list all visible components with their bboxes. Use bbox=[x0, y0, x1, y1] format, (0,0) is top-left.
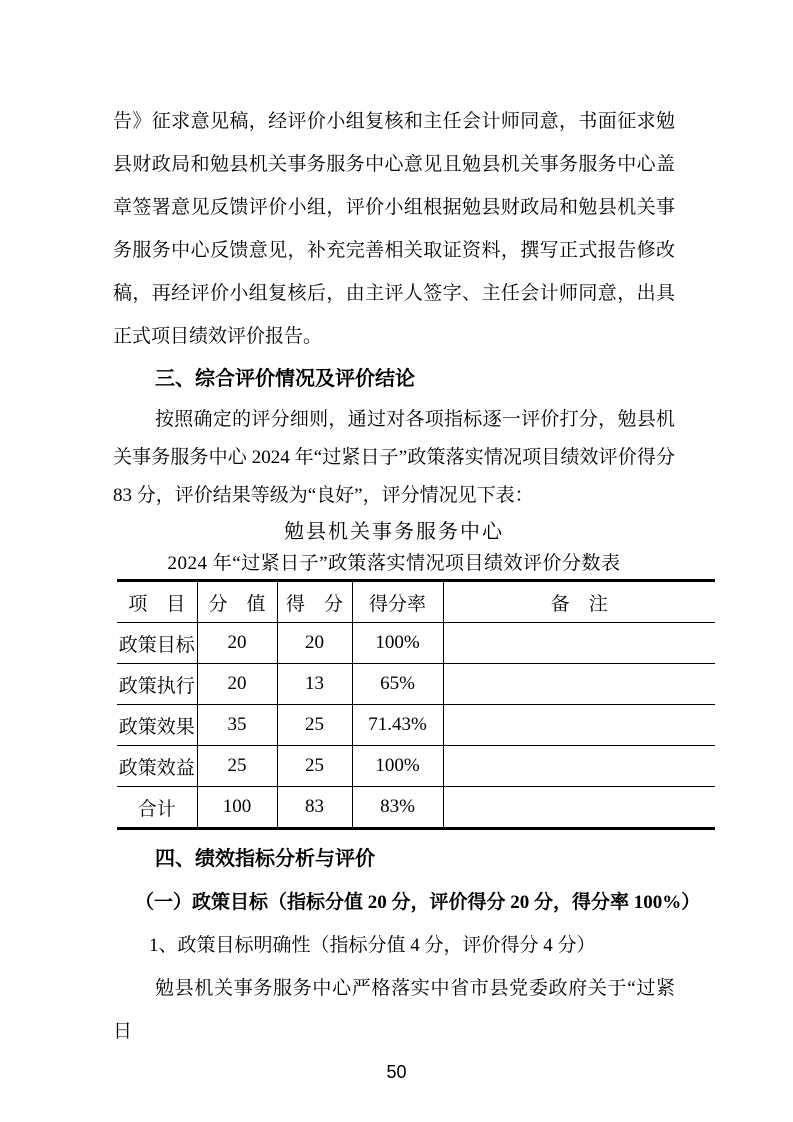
score-table-title-org: 勉县机关事务服务中心 bbox=[284, 521, 504, 543]
column-header-score: 得 分 bbox=[277, 581, 352, 623]
cell-rate: 100% bbox=[352, 623, 443, 664]
table-row bbox=[117, 746, 715, 787]
score-table-header-row bbox=[117, 581, 715, 623]
cell-item: 政策效益 bbox=[117, 746, 197, 787]
cell-value: 25 bbox=[197, 746, 277, 787]
cell-score: 25 bbox=[277, 746, 352, 787]
cell-note bbox=[443, 705, 715, 746]
paragraph-report-process: 告》征求意见稿，经评价小组复核和主任会计师同意，书面征求勉县财政局和勉县机关事务服务中心意见且勉县机关事务服务中心盖章签署意见反馈评价小组，评价小组根据勉县财政局和勉县机关事务服务中心反馈意见，补充完善相关取证资料，撰写正式报告修改稿，再经评价小组复核后，由主评人签字、主任会计师同意，出具正式项目绩效评价报告。 bbox=[113, 111, 675, 347]
section4-heading: 四、绩效指标分析与评价 bbox=[155, 848, 375, 870]
column-header-rate: 得分率 bbox=[352, 581, 443, 623]
cell-item: 政策执行 bbox=[117, 664, 197, 705]
cell-rate: 83% bbox=[352, 787, 443, 829]
section3-paragraph: 按照确定的评分细则，通过对各项指标逐一评价打分，勉县机关事务服务中心 2024 年“过紧日子”政策落实情况项目绩效评价得分 83 分，评价结果等级为“良好”，评分情况见下表： bbox=[113, 409, 675, 506]
cell-value: 20 bbox=[197, 623, 277, 664]
cell-item: 合计 bbox=[117, 787, 197, 829]
cell-value: 100 bbox=[197, 787, 277, 829]
table-row bbox=[117, 623, 715, 664]
table-row-total bbox=[117, 787, 715, 829]
section3-heading: 三、综合评价情况及评价结论 bbox=[155, 368, 415, 390]
cell-score: 13 bbox=[277, 664, 352, 705]
column-header-note: 备 注 bbox=[443, 581, 715, 623]
column-header-item: 项 目 bbox=[117, 581, 197, 623]
cell-item: 政策目标 bbox=[117, 623, 197, 664]
cell-note bbox=[443, 746, 715, 787]
cell-rate: 100% bbox=[352, 746, 443, 787]
section4-item1: 1、政策目标明确性（指标分值 4 分，评价得分 4 分） bbox=[149, 935, 596, 956]
cell-note bbox=[443, 787, 715, 829]
section4-paragraph: 勉县机关事务服务中心严格落实中省市县党委政府关于“过紧日 bbox=[113, 978, 675, 1042]
score-table bbox=[117, 579, 715, 830]
cell-score: 20 bbox=[277, 623, 352, 664]
page-content bbox=[113, 100, 701, 1053]
cell-note bbox=[443, 623, 715, 664]
cell-score: 25 bbox=[277, 705, 352, 746]
table-row bbox=[117, 664, 715, 705]
page-number: 50 bbox=[386, 1062, 407, 1082]
section4-subheading: （一）政策目标（指标分值 20 分，评价得分 20 分，得分率 100%） bbox=[135, 892, 701, 913]
cell-rate: 65% bbox=[352, 664, 443, 705]
column-header-value: 分 值 bbox=[197, 581, 277, 623]
table-row bbox=[117, 705, 715, 746]
cell-note bbox=[443, 664, 715, 705]
cell-value: 20 bbox=[197, 664, 277, 705]
cell-item: 政策效果 bbox=[117, 705, 197, 746]
cell-value: 35 bbox=[197, 705, 277, 746]
cell-score: 83 bbox=[277, 787, 352, 829]
cell-rate: 71.43% bbox=[352, 705, 443, 746]
score-table-title-main: 2024 年“过紧日子”政策落实情况项目绩效评价分数表 bbox=[167, 553, 621, 574]
